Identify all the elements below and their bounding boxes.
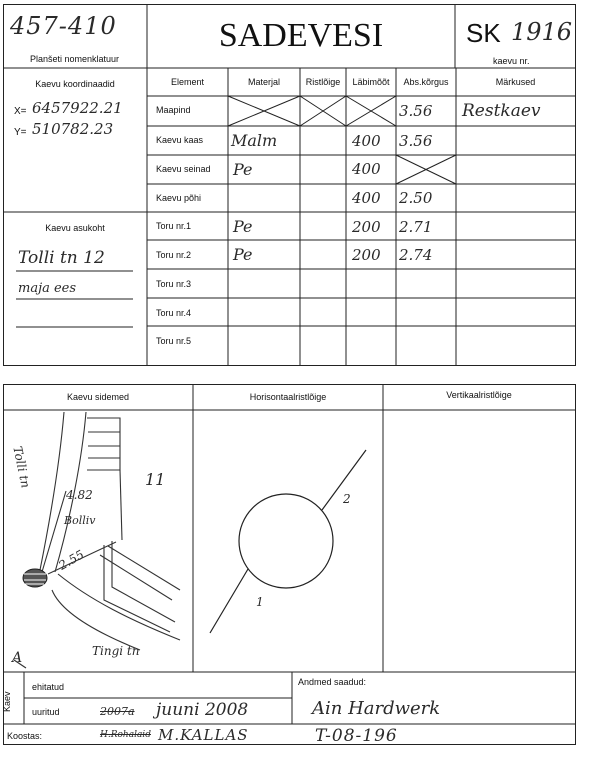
x-prefix: X= [14,106,27,117]
col-header-cross-section: Ristlõige [305,77,341,87]
row-diameter: 400 [352,160,381,178]
pipe-label-1: 1 [256,595,264,609]
location-label: Kaevu asukoht [45,223,105,233]
row-diameter: 400 [352,132,381,150]
y-coordinate: 510782.23 [32,120,114,138]
ties-label: Kaevu sidemed [66,392,130,402]
building-number: 11 [145,470,166,489]
row-material: Pe [233,217,253,236]
nomenclature-label: Planšeti nomenklatuur [30,54,120,64]
coordinates-label: Kaevu koordinaadid [35,79,115,89]
surveyed-struck: 2007a [100,705,135,718]
horizontal-section [210,450,366,633]
row-remarks: Restkaev [462,101,541,121]
row-diameter: 200 [352,246,381,264]
col-header-material: Materjal [247,77,280,87]
compiled-value: M.KALLAS [158,726,249,744]
row-element: Kaevu seinad [156,164,211,174]
location-line-1: Tolli tn 12 [18,248,105,268]
building-note: Bolliv [64,514,96,527]
compiled-label: Koostas: [7,731,43,741]
data-from-label: Andmed saadud: [298,677,367,687]
row-material: Pe [233,160,253,179]
row-diameter: 200 [352,218,381,236]
compiled-struck: H.Rohalaid [100,730,151,740]
col-header-abs-height: Abs.kõrgus [403,77,449,87]
row-element: Toru nr.1 [156,221,192,231]
well-prefix: SK [466,18,501,48]
horizontal-section-label: Horisontaalristlõige [249,392,327,402]
row-element: Toru nr.3 [156,279,192,289]
row-element: Toru nr.2 [156,250,192,260]
well-number-label: kaevu nr. [493,56,530,66]
col-header-diameter: Läbimõõt [352,77,390,87]
street-bottom: Tingi tn [92,644,140,658]
well-symbol [23,569,47,587]
well-number-handwritten: 1916 [511,18,573,46]
row-element: Toru nr.5 [156,336,192,346]
x-coordinate: 6457922.21 [32,99,123,117]
row-element: Kaevu kaas [156,135,204,145]
row-element: Maapind [156,105,191,115]
surveyed-label: uuritud [32,707,60,717]
side-label: Kaev [2,691,12,712]
row-material: Malm [231,131,278,150]
row-abs-height: 2.74 [399,246,433,264]
page-title: SADEVESI [218,17,384,54]
row-abs-height: 2.50 [399,189,433,207]
vertical-section-label: Vertikaalristlõige [446,390,512,400]
col-header-element: Element [170,77,205,87]
row-abs-height: 3.56 [399,132,433,150]
corner-letter: A [12,650,23,666]
location-line-2: maja ees [18,281,77,296]
row-abs-height: 2.71 [399,218,433,236]
ties-sketch [14,412,180,668]
street-top: Tolli tn [10,445,33,490]
row-element: Kaevu põhi [156,193,202,203]
row-diameter: 400 [352,189,381,207]
data-from-value: Ain Hardwerk [312,698,441,719]
surveyed-value: juuni 2008 [156,700,249,720]
document-number: T-08-196 [315,726,398,746]
row-abs-height: 3.56 [399,102,433,120]
built-label: ehitatud [32,682,65,692]
row-material: Pe [233,245,253,264]
distance-2: 2.55 [56,547,87,573]
row-element: Toru nr.4 [156,308,192,318]
pipe-label-2: 2 [343,492,351,506]
distance-1: 4.82 [66,488,93,502]
col-header-remarks: Märkused [495,77,536,87]
y-prefix: Y= [14,127,27,138]
nomenclature-handwritten: 457-410 [10,12,117,40]
